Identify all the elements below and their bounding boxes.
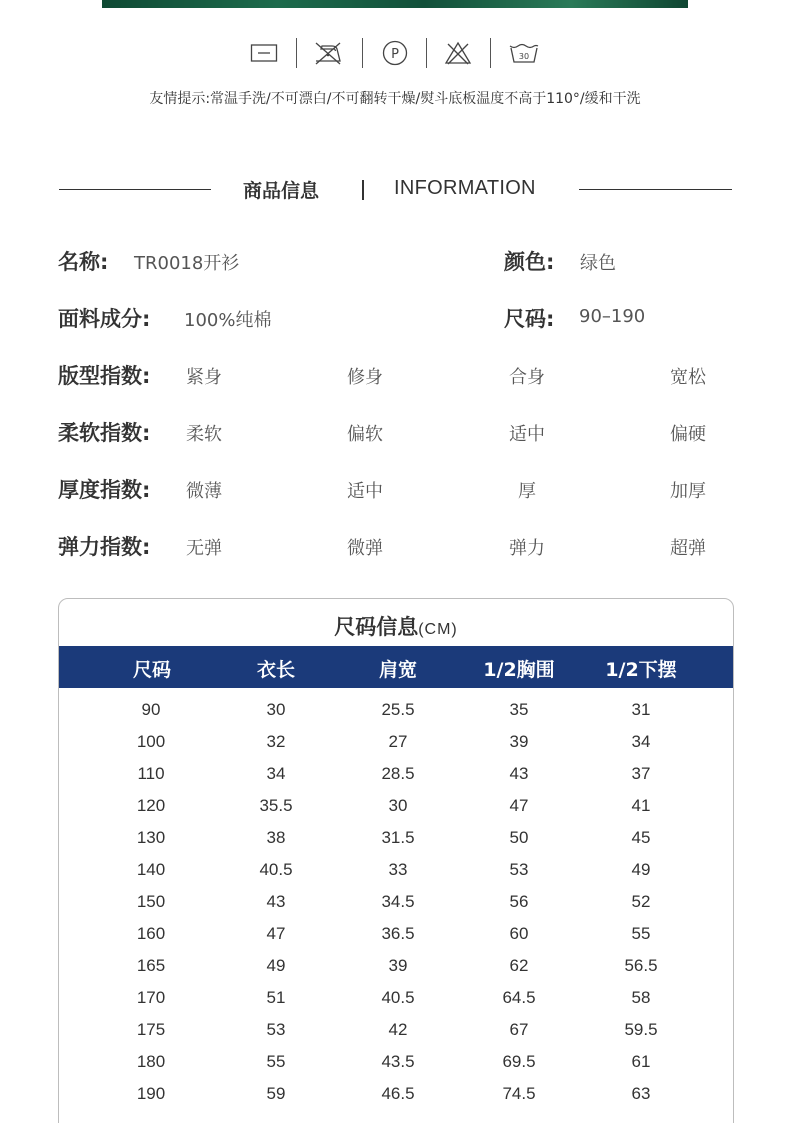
- table-cell: 42: [388, 1020, 408, 1039]
- table-cell: 160: [136, 924, 166, 943]
- table-row: [59, 951, 733, 983]
- table-cell: 61: [631, 1052, 651, 1071]
- table-cell: 34.5: [381, 892, 415, 911]
- wash-30-icon: [506, 36, 542, 70]
- table-cell: 46.5: [381, 1084, 415, 1103]
- hand-wash-icon: [246, 36, 282, 70]
- separator: [296, 38, 297, 68]
- header-cell: 衣长: [256, 659, 295, 681]
- table-cell: 27: [388, 732, 408, 751]
- index-label: 柔软指数:: [58, 421, 151, 445]
- table-cell: 52: [631, 892, 651, 911]
- table-cell: 53: [266, 1020, 286, 1039]
- dry-clean-p-icon: [377, 36, 413, 70]
- table-row: [59, 887, 733, 919]
- table-cell: 31: [631, 700, 651, 719]
- table-cell: 58: [631, 988, 651, 1007]
- separator: [362, 38, 363, 68]
- size-chart-title-text: 尺码信息: [334, 615, 419, 639]
- table-cell: 28.5: [381, 764, 415, 783]
- size-chart-title: [59, 611, 733, 641]
- care-icons-row: [0, 36, 790, 70]
- info-row-name-color: [0, 246, 790, 276]
- table-row: [59, 1015, 733, 1047]
- table-cell: 175: [136, 1020, 166, 1039]
- table-cell: 56: [509, 892, 529, 911]
- table-cell: 120: [136, 796, 166, 815]
- fabric-value: 100%纯棉: [184, 310, 272, 331]
- table-cell: 56.5: [624, 956, 658, 975]
- index-option: 偏软: [347, 424, 383, 445]
- index-option: 微薄: [186, 481, 222, 502]
- table-cell: 50: [509, 828, 529, 847]
- table-cell: 33: [388, 860, 408, 879]
- size-value: 90–190: [579, 306, 646, 327]
- index-option-selected: 适中: [335, 477, 395, 503]
- table-cell: 45: [631, 828, 651, 847]
- table-cell: 190: [136, 1084, 166, 1103]
- header-cell: 1/2下摆: [605, 659, 677, 681]
- title-line-left: [59, 189, 211, 190]
- table-row: [59, 791, 733, 823]
- table-cell: 130: [136, 828, 166, 847]
- index-row-thickness: [0, 474, 790, 504]
- separator: [490, 38, 491, 68]
- table-cell: 34: [266, 764, 286, 783]
- table-cell: 31.5: [381, 828, 415, 847]
- table-cell: 30: [388, 796, 408, 815]
- index-option: 宽松: [670, 367, 706, 388]
- fabric-label: 面料成分:: [58, 307, 151, 331]
- table-cell: 39: [509, 732, 529, 751]
- table-cell: 35.5: [259, 796, 293, 815]
- index-option-selected: 弹力: [497, 534, 557, 560]
- table-cell: 90: [141, 700, 161, 719]
- table-row: [59, 695, 733, 727]
- header-cell: 尺码: [132, 659, 171, 681]
- table-cell: 40.5: [381, 988, 415, 1007]
- separator: [426, 38, 427, 68]
- title-line-right: [579, 189, 732, 190]
- index-option: 微弹: [347, 538, 383, 559]
- table-row: [59, 823, 733, 855]
- table-row: [59, 1079, 733, 1111]
- table-cell: 47: [509, 796, 529, 815]
- table-cell: 67: [509, 1020, 529, 1039]
- index-row-fit: [0, 360, 790, 390]
- table-row: [59, 1047, 733, 1079]
- size-label: 尺码:: [504, 307, 555, 331]
- index-row-softness: [0, 417, 790, 447]
- table-cell: 55: [266, 1052, 286, 1071]
- table-cell: 51: [266, 988, 286, 1007]
- table-cell: 38: [266, 828, 286, 847]
- index-option: 偏硬: [670, 424, 706, 445]
- table-cell: 40.5: [259, 860, 293, 879]
- name-value: TR0018开衫: [134, 253, 240, 274]
- table-cell: 62: [509, 956, 529, 975]
- index-option: 修身: [347, 367, 383, 388]
- section-title: [0, 176, 790, 204]
- size-table-header: [59, 646, 733, 688]
- dry-clean-p-label: P: [391, 47, 399, 62]
- section-title-en: INFORMATION: [394, 177, 536, 199]
- table-cell: 100: [136, 732, 166, 751]
- table-cell: 150: [136, 892, 166, 911]
- index-option: 柔软: [186, 424, 222, 445]
- size-chart-unit: (CM): [418, 621, 458, 638]
- index-option: 超弹: [670, 538, 706, 559]
- info-row-fabric-size: [0, 303, 790, 333]
- index-option-selected: 适中: [497, 420, 557, 446]
- table-cell: 43: [266, 892, 286, 911]
- table-row: [59, 727, 733, 759]
- no-iron-icon: [310, 36, 346, 70]
- header-cell: 1/2胸围: [483, 659, 555, 681]
- table-row: [59, 759, 733, 791]
- index-option-selected: 合身: [497, 363, 557, 389]
- table-cell: 180: [136, 1052, 166, 1071]
- index-option: 厚: [518, 481, 536, 502]
- table-cell: 49: [631, 860, 651, 879]
- table-cell: 47: [266, 924, 286, 943]
- table-row: [59, 919, 733, 951]
- section-title-cn: 商品信息: [243, 180, 320, 202]
- table-cell: 63: [631, 1084, 651, 1103]
- table-cell: 36.5: [381, 924, 415, 943]
- name-label: 名称:: [58, 250, 109, 274]
- table-cell: 59.5: [624, 1020, 658, 1039]
- table-cell: 110: [137, 764, 165, 783]
- table-row: [59, 983, 733, 1015]
- color-value: 绿色: [580, 253, 616, 274]
- wash-temp-label: 30: [518, 52, 530, 61]
- index-label: 厚度指数:: [58, 478, 151, 502]
- table-cell: 74.5: [502, 1084, 536, 1103]
- table-cell: 32: [266, 732, 286, 751]
- header-cell: 肩宽: [378, 659, 417, 681]
- index-option: 加厚: [670, 481, 706, 502]
- table-cell: 59: [266, 1084, 286, 1103]
- table-cell: 34: [631, 732, 651, 751]
- color-label: 颜色:: [504, 250, 555, 274]
- table-cell: 37: [631, 764, 651, 783]
- table-cell: 25.5: [381, 700, 415, 719]
- table-cell: 43: [509, 764, 529, 783]
- no-bleach-icon: [440, 36, 476, 70]
- table-cell: 55: [631, 924, 651, 943]
- index-label: 弹力指数:: [58, 535, 151, 559]
- table-cell: 35: [509, 700, 529, 719]
- care-tip: 友情提示:常温手洗/不可漂白/不可翻转干燥/熨斗底板温度不高于110°/缓和干洗: [149, 91, 641, 107]
- table-row: [59, 855, 733, 887]
- table-cell: 49: [266, 956, 286, 975]
- table-cell: 60: [509, 924, 529, 943]
- table-cell: 140: [136, 860, 166, 879]
- table-cell: 30: [266, 700, 286, 719]
- table-cell: 64.5: [502, 988, 536, 1007]
- index-row-elasticity: [0, 531, 790, 561]
- table-cell: 170: [136, 988, 166, 1007]
- table-cell: 43.5: [381, 1052, 415, 1071]
- product-photo-strip: [102, 0, 688, 8]
- title-divider: [362, 180, 364, 200]
- table-cell: 69.5: [502, 1052, 536, 1071]
- index-option: 无弹: [186, 538, 222, 559]
- table-cell: 165: [136, 956, 166, 975]
- table-cell: 41: [631, 796, 651, 815]
- table-cell: 39: [388, 956, 408, 975]
- size-chart: [58, 598, 734, 1123]
- table-cell: 53: [509, 860, 529, 879]
- index-option: 紧身: [186, 367, 222, 388]
- index-label: 版型指数:: [58, 364, 151, 388]
